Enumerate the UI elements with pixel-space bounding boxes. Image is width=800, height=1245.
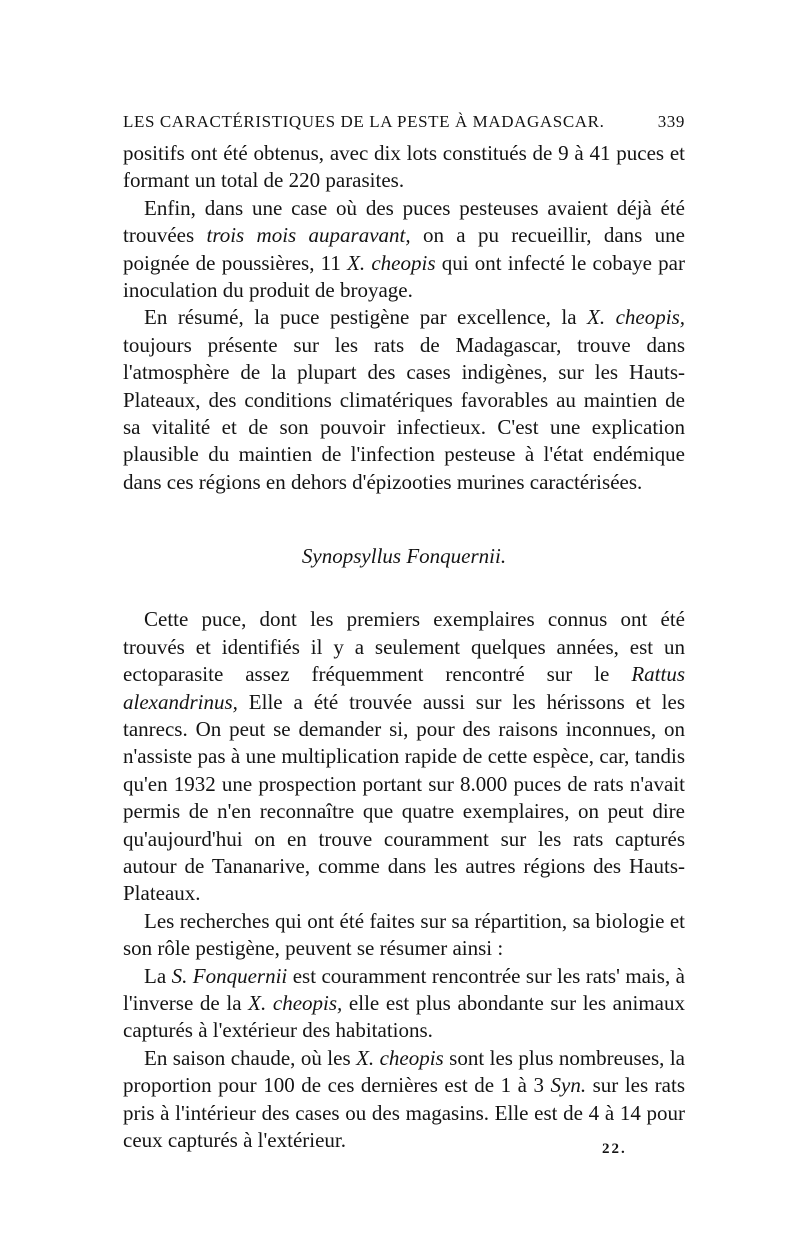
paragraph — [123, 304, 685, 496]
page-number: 339 — [657, 112, 685, 131]
text-run: positifs ont été obtenus, avec dix lots constitués de 9 à 41 puces et formant un total de 220 parasites. — [123, 141, 685, 193]
running-title: LES CARACTÉRISTIQUES DE LA PESTE À MADAGASCAR. — [123, 112, 605, 131]
paragraph — [123, 140, 685, 195]
italic-text: trois mois auparavant, — [206, 223, 411, 248]
paragraph — [123, 908, 685, 963]
text-block-bottom — [123, 606, 685, 1154]
section-title: Synopsyllus Fonquernii. — [301, 544, 507, 569]
text-run: La — [144, 963, 172, 988]
italic-text: S. Fonquernii — [171, 963, 288, 988]
text-run: Elle a été trouvée aussi sur les hérissons et les tanrecs. On peut se demander si, pour des raisons inconnues, on n'assiste pas à une multiplication rapide de cette espèce, car, tandis qu'en 1932 une prospection portant sur 8.000 puces de rats n'avait permis de n'en reconnaître que quatre exemplaires, on peut dire qu'aujourd'hui on en trouve couramment sur les rats capturés autour de Tananarive, comme dans les autres régions des Hauts-Plateaux. — [123, 689, 685, 906]
running-head — [123, 112, 685, 132]
paragraph — [123, 963, 685, 1045]
text-block-top — [123, 140, 685, 496]
italic-text: Syn. — [550, 1073, 587, 1098]
italic-text: X. cheopis — [347, 250, 436, 275]
paragraph — [123, 1045, 685, 1155]
text-run: on a pu recueillir, dans une poignée de poussières, 11 — [123, 223, 685, 275]
text-run: est couramment rencontrée sur les rats' mais, à l'inverse de la — [123, 963, 685, 1015]
text-run: Les recherches qui ont été faites sur sa répartition, sa biologie et son rôle pestigène, peuvent se résumer ainsi : — [123, 908, 685, 961]
paragraph — [123, 606, 685, 907]
text-run: En résumé, la puce pestigène par excellence, la — [144, 305, 588, 330]
signature-mark: 22. — [602, 1141, 627, 1157]
text-run: Enfin, dans une case où des puces pesteuses avaient déjà été trouvées — [123, 195, 685, 248]
text-run: qui ont infecté le cobaye par inoculation du produit de broyage. — [123, 250, 685, 303]
text-run: sur les rats pris à l'intérieur des cases ou des magasins. Elle est de 4 à 14 pour ceux capturés à l'extérieur. — [123, 1073, 685, 1152]
italic-text: X. cheopis, — [587, 305, 685, 330]
text-run: En saison chaude, où les — [144, 1045, 357, 1070]
paragraph — [123, 195, 685, 305]
text-run: elle est plus abondante sur les animaux capturés à l'extérieur des habitations. — [123, 990, 685, 1043]
text-run: Cette puce, dont les premiers exemplaires connus ont été trouvés et identifiés il y a seulement quelques années, est un ectoparasite assez fréquemment rencontré sur le — [123, 607, 685, 687]
text-run: sont les plus nombreuses, la proportion pour 100 de ces dernières est de 1 à 3 — [123, 1045, 685, 1098]
italic-text: Rattus alexandrinus, — [123, 662, 685, 714]
page-body — [123, 112, 685, 1154]
text-run: toujours présente sur les rats de Madagascar, trouve dans l'atmosphère de la plupart des cases indigènes, sur les Hauts-Plateaux, des conditions climatériques favorables au maintien de sa vitalité et de son pouvoir infectieux. C'est une explication plausible du maintien de l'infection pesteuse à l'état endémique dans ces régions en dehors d'épizooties murines caractérisées. — [123, 332, 685, 494]
italic-text: X. cheopis, — [248, 990, 343, 1015]
italic-text: X. cheopis — [356, 1045, 444, 1070]
